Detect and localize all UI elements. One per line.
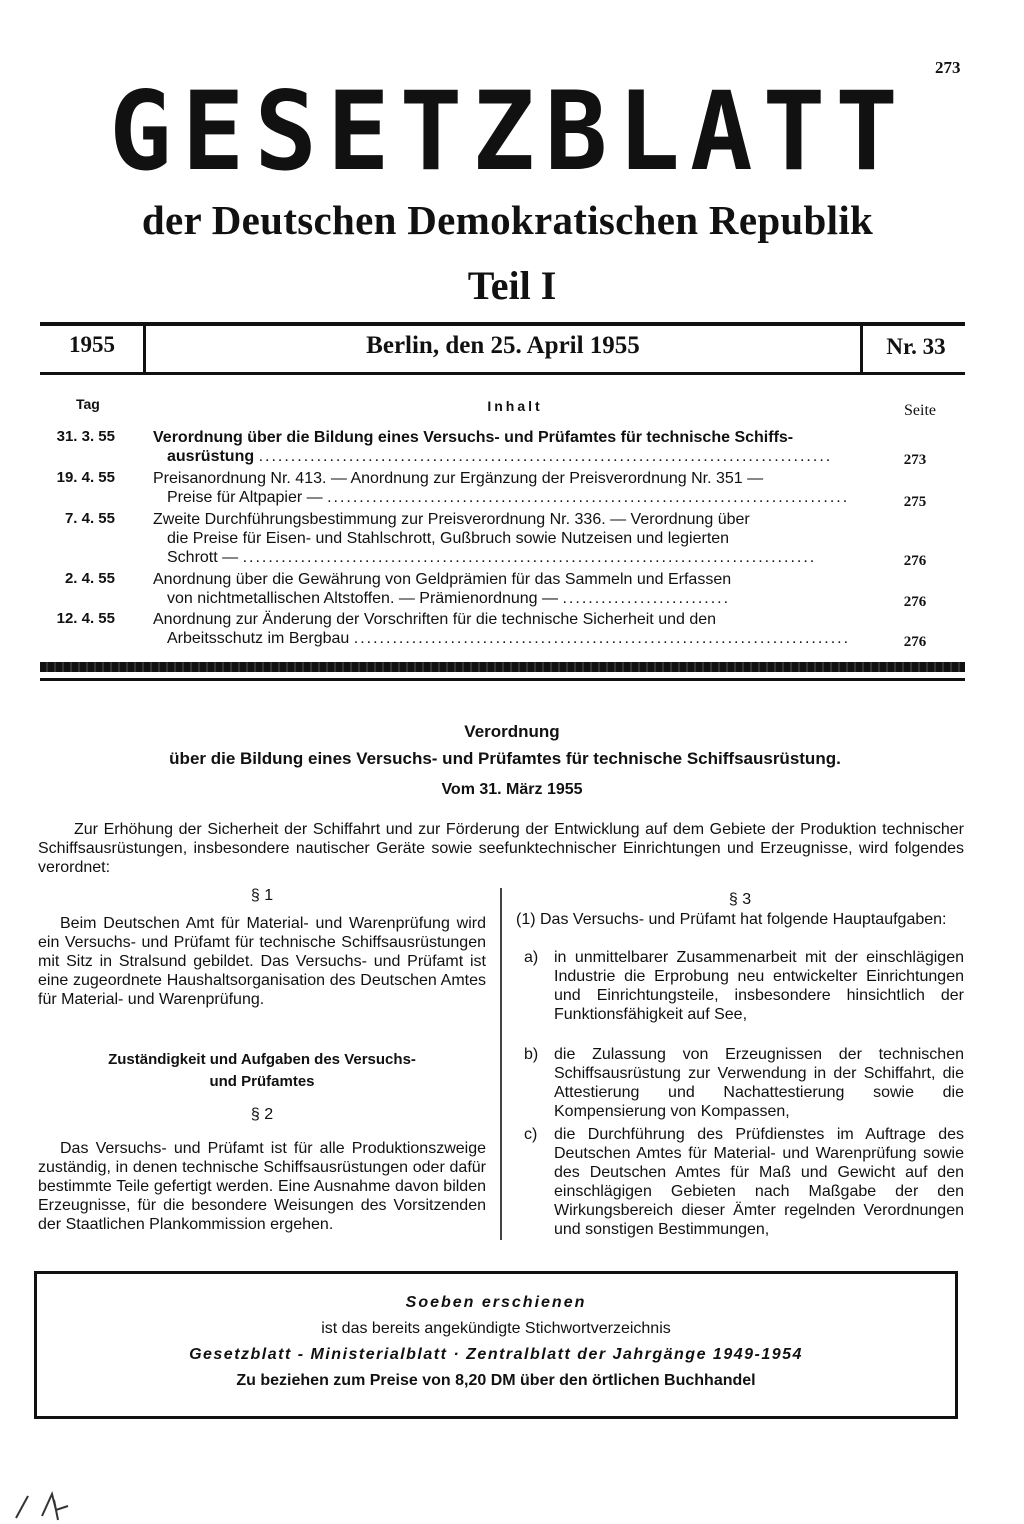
toc-entry-line: Arbeitsschutz im Bergbau ............................................................................. <box>167 630 851 647</box>
toc-entry-line: ausrüstung ......................................................................................... <box>167 448 833 465</box>
toc-entry-page: 273 <box>903 452 927 468</box>
toc-entry <box>153 510 853 567</box>
toc-entry-date: 31. 3. 55 <box>56 428 115 445</box>
article-title: über die Bildung eines Versuchs- und Prüfamtes für technische Schiffsausrüstung. <box>169 749 841 768</box>
list-item-label: a) <box>524 949 539 966</box>
list-item-text: die Zulassung von Erzeugnissen der technischen Schiffsausrüstung zur Verwendung in der Schiffahrt, die Attestierung und Nachattestierung sowie die Kompensierung von Kompassen, <box>554 1046 964 1120</box>
toc-entry <box>153 469 853 507</box>
toc-day-header: Tag <box>76 396 100 412</box>
toc-entry-line: die Preise für Eisen- und Stahlschrott, Gußbruch sowie Nutzeisen und legierten <box>167 530 730 547</box>
notice-line: ist das bereits angekündigte Stichwortverzeichnis <box>321 1320 671 1337</box>
toc-entry-page: 276 <box>903 634 927 650</box>
toc-entry-page: 276 <box>903 594 927 610</box>
issue-year: 1955 <box>69 332 115 357</box>
toc-entry-date: 12. 4. 55 <box>56 610 115 627</box>
handwritten-mark <box>12 1486 102 1522</box>
toc-entry <box>153 428 853 466</box>
masthead-part: Teil I <box>467 263 557 308</box>
column-divider <box>500 888 502 1240</box>
toc-entry-date: 19. 4. 55 <box>56 469 115 486</box>
notice-line: Soeben erschienen <box>405 1294 587 1311</box>
list-item-label: b) <box>524 1046 539 1063</box>
section-text: Beim Deutschen Amt für Material- und Warenprüfung wird ein Versuchs- und Prüfamt für technische Schiffsausrüstungen mit Sitz in Stralsund gebildet. Das Versuchs- und Prüfamt ist eine zugeordnete Haushaltsorganisation des Deutschen Amtes für Material- und Warenprüfung. <box>38 915 486 1008</box>
notice-line: Gesetzblatt - Ministerialblatt · Zentralblatt der Jahrgänge 1949-1954 <box>189 1346 803 1363</box>
list-item <box>516 948 964 1024</box>
toc-contents-header: Inhalt <box>487 398 543 414</box>
toc-entry-line: Preise für Altpapier — ................................................................................. <box>167 489 850 506</box>
header-divider-right <box>860 322 863 374</box>
section-label: § 3 <box>728 891 752 908</box>
issue-number: Nr. 33 <box>886 334 946 359</box>
toc-entry-line: Zweite Durchführungsbestimmung zur Preisverordnung Nr. 336. — Verordnung über <box>153 511 750 528</box>
toc-entry-line: Anordnung über die Gewährung von Geldprämien für das Sammeln und Erfassen <box>153 571 732 588</box>
toc-entry-line: Anordnung zur Änderung der Vorschriften für die technische Sicherheit und den <box>153 611 717 628</box>
notice-line: Zu beziehen zum Preise von 8,20 DM über den örtlichen Buchhandel <box>236 1372 756 1389</box>
page-number: 273 <box>935 58 961 77</box>
list-item-label: c) <box>524 1126 538 1143</box>
article-kind: Verordnung <box>464 722 560 741</box>
toc-entry <box>153 610 853 648</box>
section-label: § 2 <box>250 1106 274 1123</box>
toc-entry-date: 2. 4. 55 <box>64 570 115 587</box>
header-divider-left <box>143 322 146 374</box>
list-item-text: die Durchführung des Prüfdienstes im Auftrage des Deutschen Amtes für Material- und Warenprüfung sowie des Deutschen Amtes für Maß und Gewicht auf den einschlägigen Gebieten nach Maßgabe der den Wirkungsbereich dieser Ämter regelnden Verordnungen und sonstigen Bestimmungen, <box>554 1126 964 1238</box>
toc-rule-thin <box>40 678 965 681</box>
toc-page-header: Seite <box>904 402 936 419</box>
header-rule-bottom <box>40 372 965 375</box>
section-label: § 1 <box>250 887 274 904</box>
header-rule-top <box>40 322 965 326</box>
article-preamble: Zur Erhöhung der Sicherheit der Schiffahrt und zur Förderung der Entwicklung auf dem Gebiete der Produktion technischer Schiffsausrüstungen, insbesondere nautischer Geräte sowie seefunktechnischer Einrichtungen und Erzeugnisse, wird folgendes verordnet: <box>38 821 964 876</box>
toc-entry <box>153 570 853 608</box>
article-date: Vom 31. März 1955 <box>441 781 583 798</box>
toc-entry-page: 275 <box>903 494 927 510</box>
masthead-title: GESETZBLATT <box>109 66 908 196</box>
issue-place-date: Berlin, den 25. April 1955 <box>366 332 640 359</box>
section-text: (1) Das Versuchs- und Prüfamt hat folgende Hauptaufgaben: <box>516 911 947 928</box>
toc-entry-line: Schrott — ......................................................................................... <box>167 549 817 566</box>
list-item <box>516 1045 964 1121</box>
list-item-text: in unmittelbarer Zusammenarbeit mit der einschlägigen Industrie die Erprobung neu entwickelter Einrichtungen und Einrichtungsteile, insbesondere hinsichtlich der Funktionsfähigkeit auf See, <box>554 949 964 1023</box>
toc-entry-date: 7. 4. 55 <box>64 510 115 527</box>
toc-rule-heavy <box>40 662 965 672</box>
section-text: Das Versuchs- und Prüfamt ist für alle Produktionszweige zuständig, in denen technische Schiffsausrüstungen oder dafür bestimmte Teile gefertigt werden. Eine Ausnahme davon bilden Erzeugnisse, für die besondere Weisungen des Vorsitzenden der Staatlichen Plankommission ergehen. <box>38 1140 486 1233</box>
toc-entry-line: Preisanordnung Nr. 413. — Anordnung zur Ergänzung der Preisverordnung Nr. 351 — <box>153 470 764 487</box>
toc-entry-line: von nichtmetallischen Altstoffen. — Prämienordnung — .......................... <box>167 590 731 607</box>
sub-heading: Zuständigkeit und Aufgaben des Versuchs- und Prüfamtes <box>108 1051 416 1090</box>
toc-entry-line: Verordnung über die Bildung eines Versuchs- und Prüfamtes für technische Schiffs- <box>153 429 794 446</box>
list-item <box>516 1125 964 1239</box>
toc-entry-page: 276 <box>903 553 927 569</box>
masthead-subtitle: der Deutschen Demokratischen Republik <box>141 197 874 243</box>
